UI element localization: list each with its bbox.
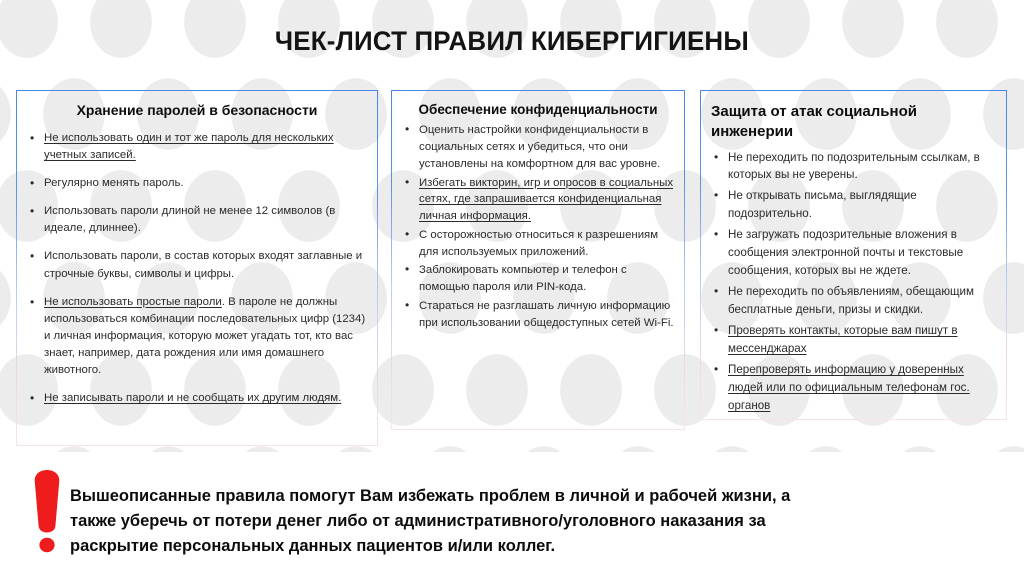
list-item xyxy=(711,361,996,415)
column-heading-passwords: Хранение паролей в безопасности xyxy=(76,102,318,118)
list-item-text: Оценить настройки конфиденциальности в социальных сетях и убедиться, что они установлены на комфортном для вас уровне. xyxy=(419,124,661,170)
checklist-list-passwords xyxy=(27,130,367,407)
list-item-text: Избегать викторин, игр и опросов в социальных сетях, где запрашивается конфиденциальная личная информация. xyxy=(419,176,674,223)
list-item xyxy=(27,248,367,282)
list-item xyxy=(711,149,996,185)
summary-banner-text: Вышеописанные правила помогут Вам избежать проблем в личной и рабочей жизни, а также уберечь от потери денег либо от административного/уголовного наказания за раскрытие персональных данных пациентов и/или коллег. xyxy=(70,486,791,555)
list-item-text: Стараться не разглашать личную информацию при использовании общедоступных сетей Wi-Fi. xyxy=(419,299,674,329)
list-item-text: Не загружать подозрительные вложения в сообщения электронной почты и текстовые сообщения, которых вы не ждете. xyxy=(728,228,964,278)
list-item-text: Заблокировать компьютер и телефон с помощью пароля или PIN-кода. xyxy=(419,264,627,294)
list-item-text: С осторожностью относиться к разрешениям для используемых приложений. xyxy=(419,228,659,258)
list-item xyxy=(711,187,996,223)
column-heading-privacy: Обеспечение конфиденциальности xyxy=(418,102,658,117)
list-item xyxy=(711,226,996,280)
checklist-list-privacy xyxy=(402,122,674,331)
checklist-column-social-engineering xyxy=(700,90,1007,420)
list-item-text: Не переходить по объявлениям, обещающим бесплатные деньги, призы и скидки. xyxy=(728,285,975,317)
list-item-text: Не открывать письма, выглядящие подозрительно. xyxy=(728,189,917,221)
list-item-text: Использовать пароли длиной не менее 12 символов (в идеале, длиннее). xyxy=(44,205,336,235)
list-item-text: Проверять контакты, которые вам пишут в мессенджарах xyxy=(728,324,958,356)
checklist-column-passwords xyxy=(16,90,378,446)
list-item xyxy=(402,298,674,332)
list-item-text: Регулярно менять пароль. xyxy=(44,177,184,190)
list-item xyxy=(711,283,996,319)
list-item-text: Не переходить по подозрительным ссылкам, в которых вы не уверены. xyxy=(728,150,980,182)
list-item-text: Не записывать пароли и не сообщать их другим людям. xyxy=(44,392,342,405)
list-item-text: Перепроверять информацию у доверенных людей или по официальным телефонам гос. органов xyxy=(728,363,970,413)
checklist-column-privacy xyxy=(391,90,685,430)
list-item xyxy=(27,203,367,237)
title-band xyxy=(0,23,1024,59)
list-item-lead: Не использовать простые пароли xyxy=(44,295,222,308)
summary-banner xyxy=(0,452,1024,574)
list-item xyxy=(402,227,674,261)
checklist-list-social-engineering xyxy=(711,149,996,416)
list-item xyxy=(27,130,367,164)
list-item xyxy=(27,294,367,380)
list-item xyxy=(27,175,367,192)
list-item-text: Использовать пароли, в состав которых входят заглавные и строчные буквы, символы и цифры. xyxy=(44,250,363,280)
list-item xyxy=(27,390,367,407)
list-item-text: Не использовать один и тот же пароль для нескольких учетных записей. xyxy=(44,131,334,162)
list-item-text: . В пароле не должны использоваться комбинации последовательных цифр (1234) и личная информация, которую может угадать тот, кто вас знает, например, дата рождения или имя домашнего животного. xyxy=(44,295,366,377)
list-item xyxy=(711,322,996,358)
list-item xyxy=(402,122,674,172)
column-heading-social-engineering: Защита от атак социальной инженерии xyxy=(711,103,917,141)
page-title: ЧЕК-ЛИСТ ПРАВИЛ КИБЕРГИГИЕНЫ xyxy=(274,25,750,56)
exclamation-mark-icon xyxy=(30,468,64,554)
list-item xyxy=(402,262,674,296)
list-item xyxy=(402,175,674,225)
